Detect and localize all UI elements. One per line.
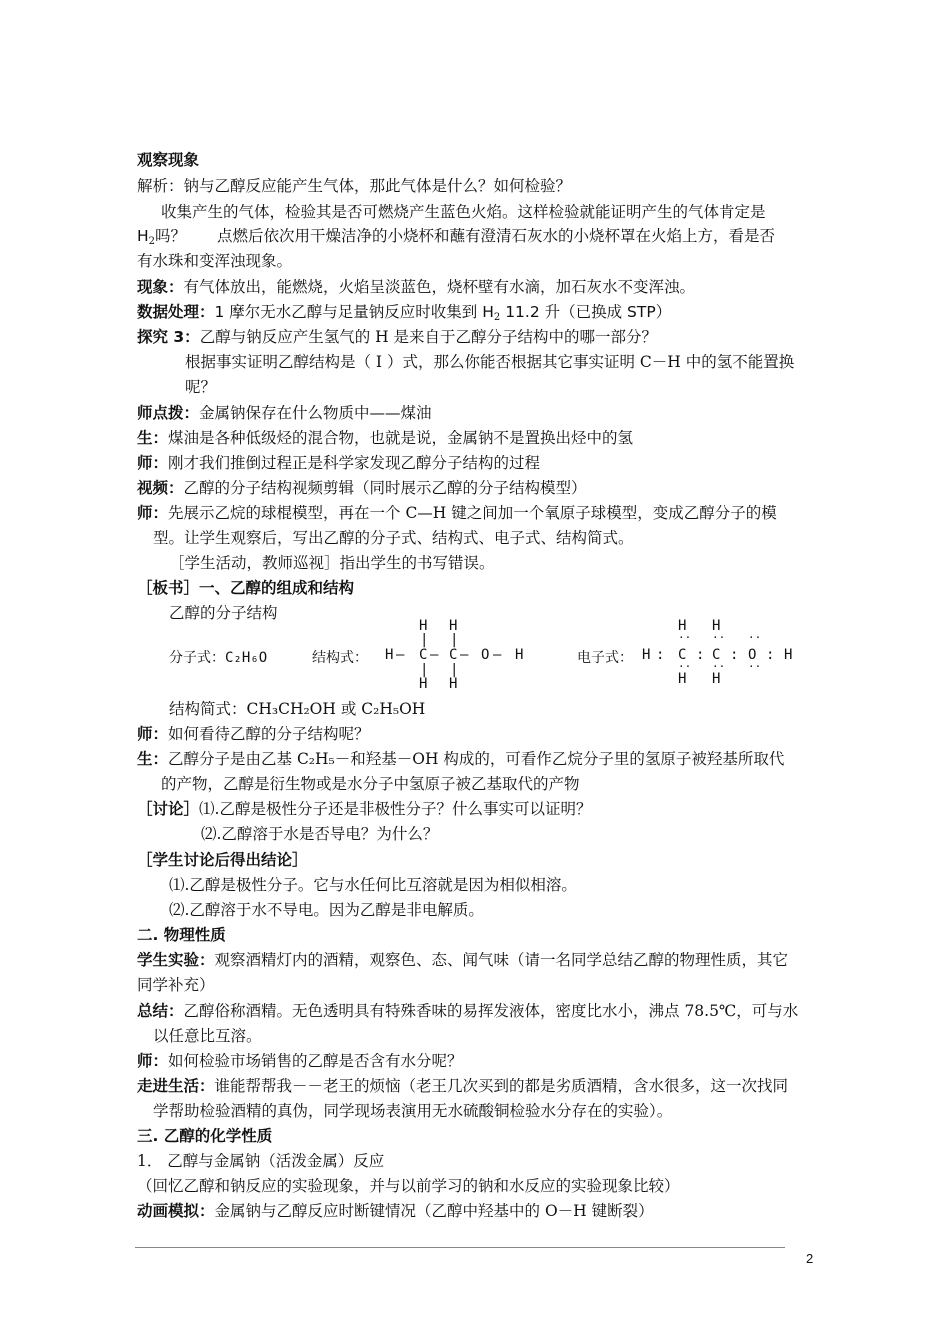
text-run: 1 摩尔无水乙醇与足量钠反应时收集到 H — [214, 303, 494, 321]
electron-pair: ·· — [712, 660, 726, 673]
atom-c: C — [678, 647, 687, 663]
text-run: 金属钠与乙醇反应时断键情况（乙醇中羟基中的 O－H 键断裂） — [214, 1202, 654, 1220]
paragraph — [137, 403, 432, 423]
atom-c: C — [419, 647, 428, 663]
text-run: 乙醇俗称酒精。无色透明具有特殊香味的易挥发液体，密度比水小，沸点 78.5℃，可与水 — [183, 1002, 799, 1020]
molecular-formula — [169, 647, 267, 667]
text-run: H — [137, 227, 149, 245]
paragraph: 学帮助检验酒精的真伪，同学现场表演用无水硫酸铜检验水分存在的实验）。 — [153, 1102, 673, 1120]
text-run: 先展示乙烷的球棍模型，再在一个 C—H 键之间加一个氧原子球模型，变成乙醇分子的模 — [168, 504, 777, 522]
subscript: 2 — [493, 312, 501, 323]
text-run: 金属钠保存在什么物质中——煤油 — [199, 404, 432, 422]
electron-pair: : — [730, 647, 739, 663]
atom-o: O — [748, 647, 757, 663]
label: 动画模拟： — [137, 1202, 215, 1220]
label: 师： — [137, 454, 169, 472]
atom-c: C — [712, 647, 721, 663]
text-run: 有气体放出，能燃烧，火焰呈淡蓝色，烧杯壁有水滴，加石灰水不变浑浊。 — [183, 278, 696, 296]
paragraph — [137, 226, 775, 252]
paragraph — [137, 503, 777, 523]
paragraph: ［学生活动，教师巡视］指出学生的书写错误。 — [169, 554, 495, 572]
paragraph: 以任意比互溶。 — [153, 1027, 262, 1045]
atom-c: C — [449, 647, 458, 663]
electron-pair: : — [656, 647, 665, 663]
atom-h: H — [419, 618, 428, 634]
electron-pair: ·· — [748, 631, 762, 644]
paragraph — [137, 1001, 798, 1021]
paragraph: 1． 乙醇与金属钠（活泼金属）反应 — [137, 1152, 385, 1170]
bond: — — [396, 647, 405, 663]
paragraph: 收集产生的气体，检验其是否可燃烧产生蓝色火焰。这样检验就能证明产生的气体肯定是 — [161, 203, 766, 221]
paragraph: 乙醇的分子结构 — [169, 604, 278, 622]
text-run: 如何检验市场销售的乙醇是否含有水分呢？ — [168, 1052, 463, 1070]
electron-formula — [642, 616, 802, 692]
label: ［讨论］ — [137, 800, 200, 818]
paragraph: 同学补充） — [137, 976, 215, 994]
text-run: 乙醇的分子结构视频剪辑（同时展示乙醇的分子结构模型） — [183, 479, 587, 497]
text-run: 11.2 升（已换成 STP） — [500, 303, 672, 321]
atom-h: H — [712, 618, 721, 634]
board-heading: ［板书］一、乙醇的组成和结构 — [137, 579, 355, 597]
paragraph: ⑵.乙醇溶于水不导电。因为乙醇是非电解质。 — [169, 901, 484, 919]
text-run: 煤油是各种低级烃的混合物，也就是说，金属钠不是置换出烃中的氢 — [168, 429, 634, 447]
label: 师： — [137, 725, 169, 743]
paragraph — [137, 1076, 788, 1096]
paragraph: 有水珠和变浑浊现象。 — [137, 252, 293, 270]
label: 走进生活： — [137, 1077, 215, 1095]
atom-h: H — [712, 671, 721, 687]
formula-value: C₂H₆O — [225, 650, 268, 666]
atom-h: H — [449, 676, 458, 692]
section-heading: 三. 乙醇的化学性质 — [137, 1127, 273, 1145]
atom-o: O — [481, 647, 490, 663]
structural-formula — [385, 616, 535, 692]
atom-h: H — [678, 671, 687, 687]
atom-h: H — [642, 647, 651, 663]
paragraph: 结构简式：CH₃CH₂OH 或 C₂H₅OH — [169, 700, 426, 718]
paragraph: （回忆乙醇和钠反应的实验现象，并与以前学习的钠和水反应的实验现象比较） — [137, 1177, 680, 1195]
bond: — — [460, 647, 469, 663]
bond: — — [430, 647, 439, 663]
label: 生： — [137, 750, 169, 768]
label: 数据处理： — [137, 303, 215, 321]
text-run: ⑴.乙醇是极性分子还是非极性分子？什么事实可以证明？ — [199, 800, 592, 818]
text-run: 谁能帮帮我－－老王的烦恼（老王几次买到的都是劣质酒精，含水很多，这一次找同 — [214, 1077, 789, 1095]
electron-pair: ·· — [678, 631, 692, 644]
section-heading: ［学生讨论后得出结论］ — [137, 851, 308, 869]
paragraph: 型。让学生观察后，写出乙醇的分子式、结构式、电子式、结构简式。 — [153, 529, 634, 547]
label: 师： — [137, 504, 169, 522]
structural-formula-label: 结构式： — [312, 650, 368, 666]
text-run: 如何看待乙醇的分子结构呢？ — [168, 725, 370, 743]
electron-pair: ·· — [712, 631, 726, 644]
electron-formula-label: 电子式： — [577, 650, 633, 666]
paragraph — [137, 277, 695, 297]
bond: | — [450, 662, 459, 678]
formula-block — [137, 616, 817, 692]
paragraph — [137, 1051, 463, 1071]
text-run: 吗？ 点燃后依次用干燥洁净的小烧杯和蘸有澄清石灰水的小烧杯罩在火焰上方，看是否 — [155, 227, 776, 245]
text-run: 乙醇分子是由乙基 C₂H₅－和羟基－OH 构成的，可看作乙烷分子里的氢原子被羟基所取代 — [168, 750, 785, 768]
atom-h: H — [784, 647, 793, 663]
paragraph: 根据事实证明乙醇结构是（ I ）式，那么你能否根据其它事实证明 C－H 中的氢不能置换 — [185, 353, 795, 371]
label: 现象： — [137, 278, 184, 296]
label: 师点拨： — [137, 404, 200, 422]
atom-h: H — [449, 618, 458, 634]
paragraph — [137, 1201, 654, 1221]
formula-label: 分子式： — [169, 650, 225, 666]
bond: — — [493, 647, 502, 663]
electron-pair: ·· — [748, 660, 762, 673]
atom-h: H — [385, 647, 394, 663]
atom-h: H — [419, 676, 428, 692]
text-run: 观察酒精灯内的酒精，观察色、态、闻气味（请一名同学总结乙醇的物理性质，其它 — [214, 951, 789, 969]
bond: | — [420, 632, 429, 648]
heading-observe: 观察现象 — [137, 151, 200, 169]
paragraph — [137, 749, 784, 769]
paragraph: ⑴.乙醇是极性分子。它与水任何比互溶就是因为相似相溶。 — [169, 876, 577, 894]
paragraph — [137, 799, 591, 819]
label: 视频： — [137, 479, 184, 497]
label: 总结： — [137, 1002, 184, 1020]
paragraph — [137, 428, 633, 448]
text-run: 乙醇与钠反应产生氢气的 H 是来自于乙醇分子结构中的哪一部分？ — [199, 328, 658, 346]
label: 生： — [137, 429, 169, 447]
paragraph — [137, 724, 370, 744]
subscript: 2 — [148, 236, 156, 247]
atom-h: H — [678, 618, 687, 634]
paragraph — [137, 950, 788, 970]
electron-pair: ·· — [678, 660, 692, 673]
footer-divider — [135, 1247, 785, 1248]
bond: | — [450, 632, 459, 648]
paragraph — [137, 478, 587, 498]
atom-h: H — [515, 647, 524, 663]
paragraph: 呢？ — [185, 378, 217, 396]
paragraph — [137, 327, 657, 347]
electron-pair: : — [696, 647, 705, 663]
bond: | — [420, 662, 429, 678]
paragraph — [137, 302, 671, 328]
label: 探究 3： — [137, 328, 200, 346]
paragraph: ⑵.乙醇溶于水是否导电？为什么？ — [201, 825, 439, 843]
label: 师： — [137, 1052, 169, 1070]
paragraph: 解析：钠与乙醇反应能产生气体，那此气体是什么？如何检验？ — [137, 177, 572, 195]
section-heading: 二. 物理性质 — [137, 926, 226, 944]
paragraph — [137, 453, 540, 473]
page-number: 2 — [806, 1251, 814, 1266]
text-run: 刚才我们推倒过程正是科学家发现乙醇分子结构的过程 — [168, 454, 541, 472]
paragraph: 的产物，乙醇是衍生物或是水分子中氢原子被乙基取代的产物 — [161, 775, 580, 793]
label: 学生实验： — [137, 951, 215, 969]
electron-pair: : — [766, 647, 775, 663]
